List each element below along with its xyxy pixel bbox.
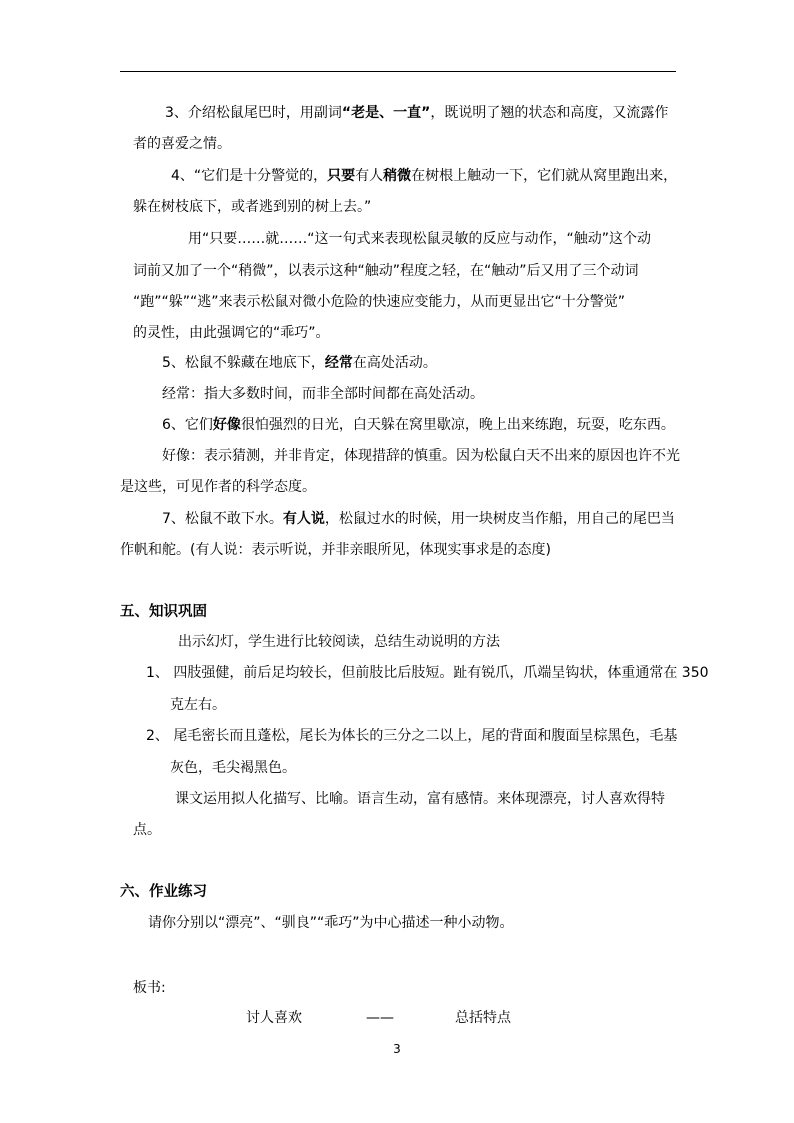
- item-7-line-1: [162, 509, 675, 529]
- item-3-line-2: 者的喜爱之情。: [133, 136, 231, 152]
- item-7-bold: 有人说: [282, 511, 325, 527]
- section-5-item-1-line-2: 克左右。: [170, 697, 226, 713]
- section-5-summary-line-2: 点。: [133, 822, 161, 838]
- section-5-item-1-line-1: 1、 四肢强健，前后足均较长，但前肢比后肢短。趾有锐爪，爪端呈钩状，体重通常在 350: [146, 665, 709, 681]
- item-5-explain: 经常：指大多数时间，而非全部时间都在高处活动。: [162, 386, 484, 402]
- item-5-line: [162, 353, 437, 373]
- item-5-text: 5、松鼠不躲藏在地底下，: [162, 355, 325, 371]
- item-4-explain-line-4: 的灵性，由此强调它的“乖巧”。: [133, 325, 330, 341]
- section-5-heading: 五、知识巩固: [120, 604, 207, 620]
- item-7-text: 7、松鼠不敢下水。: [162, 511, 283, 527]
- item-4-explain-line-3: “跑”“躲”“逃”来表示松鼠对微小危险的快速应变能力，从而更显出它“十分警觉”: [133, 294, 626, 310]
- header-rule: [120, 71, 676, 72]
- item-4-bold-1: 只要: [327, 168, 356, 184]
- item-4-text: 4、“它们是十分警觉的，: [171, 168, 328, 184]
- board-col-1: 讨人喜欢: [246, 1010, 302, 1026]
- item-3-line-1: [165, 103, 668, 123]
- item-5-bold: 经常: [324, 355, 353, 371]
- board-col-2: ——: [366, 1010, 394, 1026]
- section-6-heading: 六、作业练习: [120, 884, 207, 900]
- item-7-text-post: ，松鼠过水的时候，用一块树皮当作船，用自己的尾巴当: [324, 511, 675, 527]
- item-3-text: 3、介绍松鼠尾巴时，用副词: [165, 105, 342, 121]
- item-6-text: 6、它们: [162, 417, 213, 433]
- section-5-item-2-line-1: 2、 尾毛密长而且蓬松，尾长为体长的三分之二以上，尾的背面和腹面呈棕黑色，毛基: [146, 728, 678, 744]
- item-4-line-1: [171, 166, 677, 186]
- item-3-bold: “老是、一直”: [341, 105, 431, 121]
- item-6-bold: 好像: [212, 417, 241, 433]
- item-4-explain-line-2: 词前又加了一个“稍微”，以表示这种“触动”程度之轻，在“触动”后又用了三个动词: [133, 263, 639, 279]
- section-6-task: 请你分别以“漂亮”、“驯良”“乖巧”为中心描述一种小动物。: [148, 915, 514, 931]
- page-number: 3: [393, 1042, 401, 1056]
- item-5-text-post: 在高处活动。: [352, 355, 437, 371]
- item-4-text-mid: 有人: [355, 168, 384, 184]
- board-col-3: 总括特点: [455, 1010, 511, 1026]
- item-6-explain-line-2: 是这些，可见作者的科学态度。: [120, 479, 316, 495]
- item-7-line-2: 作帆和舵。(有人说：表示听说，并非亲眼所见，体现实事求是的态度): [120, 542, 551, 558]
- item-6-explain-line-1: 好像：表示猜测，并非肯定，体现措辞的慎重。因为松鼠白天不出来的原因也许不光: [162, 448, 680, 464]
- section-5-intro: 出示幻灯，学生进行比较阅读，总结生动说明的方法: [178, 634, 500, 650]
- item-3-text-cont: ，既说明了翘的状态和高度，又流露作: [430, 105, 669, 121]
- section-5-summary-line-1: 课文运用拟人化描写、比喻。语言生动，富有感情。来体现漂亮，讨人喜欢得特: [175, 791, 665, 807]
- item-4-line-2: 躲在树枝底下，或者逃到别的树上去。”: [133, 199, 372, 215]
- section-5-item-2-line-2: 灰色，毛尖褐黑色。: [170, 760, 296, 776]
- item-4-bold-2: 稍微: [383, 168, 412, 184]
- item-6-text-post: 很怕强烈的日光，白天躲在窝里歇凉，晚上出来练跑，玩耍，吃东西。: [240, 417, 675, 433]
- item-4-text-post: 在树根上触动一下，它们就从窝里跑出来，: [411, 168, 678, 184]
- item-4-explain-line-1: 用“只要……就……“这一句式来表现松鼠灵敏的反应与动作，“触动”这个动: [188, 231, 652, 247]
- board-label: 板书:: [133, 980, 166, 996]
- item-6-line: [162, 415, 675, 435]
